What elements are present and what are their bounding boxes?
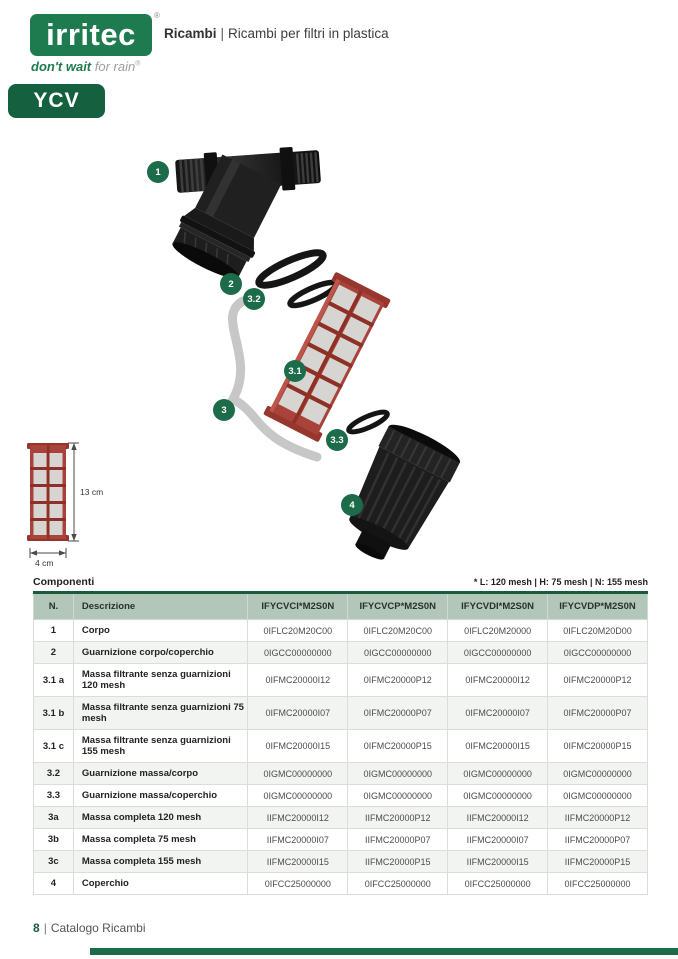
part-code-cell: IIFMC20000P07 [348,829,448,851]
part-code-cell: IIFMC20000I07 [448,829,548,851]
row-description: Guarnizione corpo/coperchio [73,642,248,664]
part-code-cell: 0IGMC00000000 [548,785,648,807]
row-number: 3a [34,807,74,829]
cartridge-cover-gasket-part [347,408,390,435]
row-number: 1 [34,620,74,642]
part-code-cell: 0IGCC00000000 [548,642,648,664]
column-header-code-3: IFYCVDI*M2S0N [448,593,548,620]
row-description: Coperchio [73,873,248,895]
part-code-cell: 0IFMC20000I12 [448,664,548,697]
table-row [34,664,648,697]
part-code-cell: 0IFLC20M20D00 [548,620,648,642]
table-row [34,730,648,763]
part-code-cell: 0IFCC25000000 [548,873,648,895]
page-footer [33,921,146,935]
row-description: Guarnizione massa/corpo [73,763,248,785]
width-dimension-label: 4 cm [35,558,54,568]
row-number: 3b [34,829,74,851]
table-row [34,642,648,664]
row-number: 2 [34,642,74,664]
part-code-cell: 0IGMC00000000 [448,763,548,785]
part-code-cell: 0IGMC00000000 [448,785,548,807]
footer-label: Catalogo Ricambi [50,921,146,935]
table-row [34,829,648,851]
table-row [34,807,648,829]
footer-separator: | [43,921,47,935]
row-number: 3c [34,851,74,873]
table-row [34,785,648,807]
column-header-code-2: IFYCVCP*M2S0N [348,593,448,620]
brand-tagline [31,59,140,74]
part-code-cell: 0IFMC20000I15 [448,730,548,763]
column-header-code-1: IFYCVCI*M2S0N [248,593,348,620]
part-code-cell: 0IFLC20M20C00 [348,620,448,642]
part-code-cell: 0IGCC00000000 [448,642,548,664]
row-number: 4 [34,873,74,895]
irritec-logo [30,14,152,56]
row-description: Massa filtrante senza guarnizioni 120 mesh [73,664,248,697]
row-number: 3.2 [34,763,74,785]
part-code-cell: 0IFMC20000P07 [348,697,448,730]
part-code-cell: 0IFMC20000P15 [548,730,648,763]
part-code-cell: 0IFLC20M20C00 [248,620,348,642]
part-badge-3-1: 3.1 [284,360,306,382]
part-code-cell: 0IGMC00000000 [348,785,448,807]
part-code-cell: IIFMC20000P15 [348,851,448,873]
logo-text: irritec [46,17,136,52]
part-code-cell: 0IFMC20000P15 [348,730,448,763]
part-code-cell: 0IGMC00000000 [248,763,348,785]
table-row [34,851,648,873]
filter-body-part [166,145,322,286]
section-subtitle: Ricambi per filtri in plastica [228,26,389,41]
row-description: Massa filtrante senza guarnizioni 75 mesh [73,697,248,730]
part-code-cell: 0IFMC20000I12 [248,664,348,697]
part-code-cell: 0IFMC20000P12 [348,664,448,697]
footer-accent-bar [90,948,678,955]
part-code-cell: 0IGMC00000000 [248,785,348,807]
mesh-legend: * L: 120 mesh | H: 75 mesh | N: 155 mesh [473,577,648,587]
tagline-bold: don't wait [31,59,92,74]
part-code-cell: IIFMC20000I15 [248,851,348,873]
part-code-cell: 0IGCC00000000 [348,642,448,664]
part-code-cell: 0IGMC00000000 [548,763,648,785]
part-code-cell: 0IFCC25000000 [448,873,548,895]
part-badge-3-2: 3.2 [243,288,265,310]
part-code-cell: 0IFMC20000P07 [548,697,648,730]
row-description: Massa completa 120 mesh [73,807,248,829]
table-row [34,620,648,642]
tagline-light: for rain [91,59,136,74]
row-number: 3.1 a [34,664,74,697]
height-dimension-label: 13 cm [80,487,104,497]
tagline-mark: ® [135,60,141,68]
part-code-cell: IIFMC20000P12 [348,807,448,829]
part-code-cell: IIFMC20000P12 [548,807,648,829]
row-number: 3.1 c [34,730,74,763]
registered-trademark-mark: ® [154,11,160,20]
column-header-desc: Descrizione [73,593,248,620]
part-code-cell: IIFMC20000I12 [448,807,548,829]
part-badge-3: 3 [213,399,235,421]
row-number: 3.3 [34,785,74,807]
exploded-diagram-drawing [0,105,678,575]
part-code-cell: 0IFMC20000I07 [448,697,548,730]
part-code-cell: 0IFCC25000000 [248,873,348,895]
part-code-cell: 0IFCC25000000 [348,873,448,895]
table-row [34,763,648,785]
table-row [34,873,648,895]
part-code-cell: 0IFMC20000I07 [248,697,348,730]
page-title [164,26,389,41]
part-code-cell: IIFMC20000I07 [248,829,348,851]
cartridge-thumbnail [27,443,69,541]
column-header-n: N. [34,593,74,620]
title-separator: | [220,26,225,41]
components-table-body [34,620,648,895]
page-number: 8 [33,921,40,935]
part-code-cell: 0IFLC20M20000 [448,620,548,642]
table-row [34,697,648,730]
row-description: Massa filtrante senza guarnizioni 155 mesh [73,730,248,763]
part-code-cell: 0IFMC20000P12 [548,664,648,697]
row-description: Corpo [73,620,248,642]
table-caption: Componenti [33,576,95,588]
section-label: Ricambi [164,26,217,41]
part-badge-1: 1 [147,161,169,183]
part-code-cell: IIFMC20000P07 [548,829,648,851]
part-badge-2: 2 [220,273,242,295]
row-description: Guarnizione massa/coperchio [73,785,248,807]
table-header-row [34,593,648,620]
part-code-cell: 0IFMC20000I15 [248,730,348,763]
product-code-label: YCV [33,89,80,112]
row-description: Massa completa 75 mesh [73,829,248,851]
components-table [33,591,648,895]
part-code-cell: 0IGMC00000000 [348,763,448,785]
exploded-diagram [0,105,678,575]
part-code-cell: IIFMC20000I12 [248,807,348,829]
part-badge-3-3: 3.3 [326,429,348,451]
part-code-cell: IIFMC20000I15 [448,851,548,873]
part-code-cell: IIFMC20000P15 [548,851,648,873]
part-code-cell: 0IGCC00000000 [248,642,348,664]
row-description: Massa completa 155 mesh [73,851,248,873]
row-number: 3.1 b [34,697,74,730]
column-header-code-4: IFYCVDP*M2S0N [548,593,648,620]
part-badge-4: 4 [341,494,363,516]
